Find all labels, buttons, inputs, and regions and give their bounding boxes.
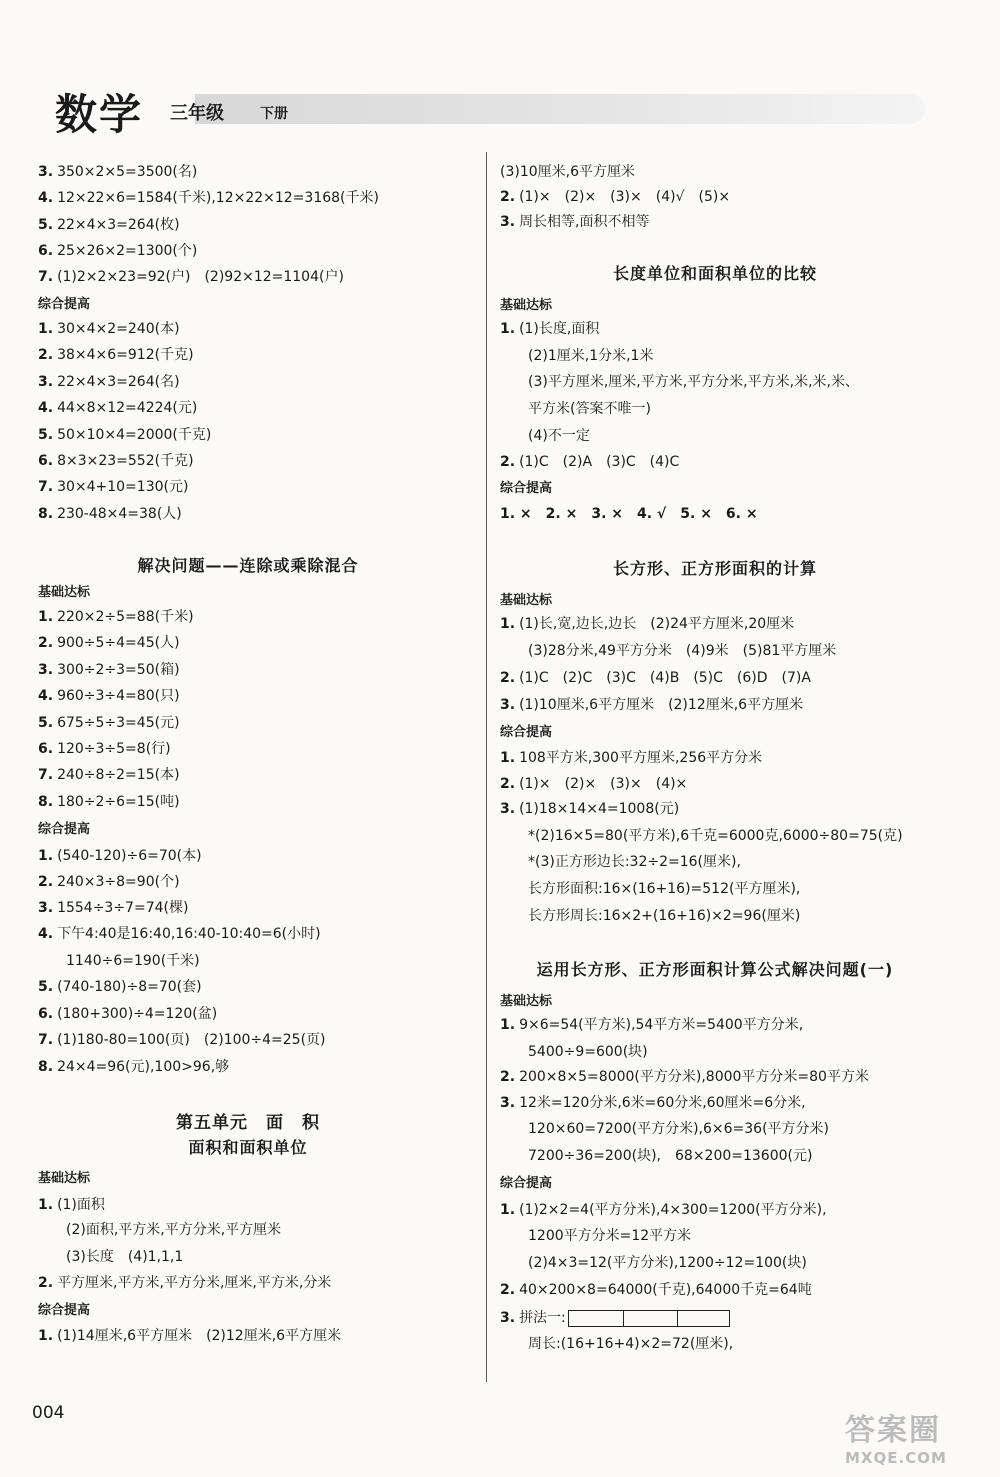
answer-text: 960÷3÷4=80(只) (57, 688, 180, 704)
answer-line (38, 685, 180, 705)
answer-text: 40×200×8=64000(千克),64000千克=64吨 (519, 1282, 812, 1298)
answer-text: 108平方米,300平方厘米,256平方分米 (519, 750, 763, 766)
answer-line (500, 613, 794, 633)
question-number: 1. (500, 321, 516, 337)
answer-continuation: (2)4×3=12(平方分米),1200÷12=100(块) (528, 1255, 807, 1271)
answer-continuation: *(3)正方形边长:32÷2=16(厘米), (528, 854, 741, 870)
answer-text: (1)长,宽,边长,边长 (2)24平方厘米,20厘米 (519, 616, 795, 632)
answer-line (38, 266, 344, 286)
question-number: 3. (500, 214, 516, 230)
answer-line (38, 845, 202, 865)
answer-text: (1)面积 (57, 1197, 105, 1213)
answer-text: 230-48×4=38(人) (57, 506, 182, 522)
answer-continuation: 7200÷36=200(块), 68×200=13600(元) (528, 1148, 813, 1164)
answer-continuation: 长方形周长:16×2+(16+16)×2=96(厘米) (528, 908, 801, 924)
volume-label: 下册 (260, 106, 288, 122)
question-number: 3. (38, 374, 54, 390)
answer-text: (1)18×14×4=1008(元) (519, 801, 680, 817)
answer-line (38, 791, 180, 811)
question-number: 5. (38, 715, 54, 731)
answer-continuation: 长方形面积:16×(16+16)=512(平方厘米), (528, 881, 801, 897)
answer-text: 拼法一: (519, 1310, 566, 1326)
answer-text: (1)C (2)C (3)C (4)B (5)C (6)D (7)A (519, 670, 811, 686)
answer-text: 9×6=54(平方米),54平方米=5400平方分米, (519, 1017, 804, 1033)
question-number: 2. (38, 1275, 54, 1291)
section-title: 面积和面积单位 (188, 1138, 308, 1157)
question-number: 2. (500, 189, 516, 205)
question-number: 7. (38, 767, 54, 783)
question-number: 5. (38, 979, 54, 995)
question-number: 2. (38, 874, 54, 890)
answer-continuation: (3)平方厘米,厘米,平方米,平方分米,平方米,米,米,米、 (528, 374, 859, 390)
column-divider (486, 152, 487, 1382)
question-number: 4. (38, 400, 54, 416)
question-number: 1. (38, 321, 54, 337)
question-number: 2. (500, 670, 516, 686)
watermark-en: MXQE.COM (845, 1449, 947, 1467)
answer-text: (540-120)÷6=70(本) (57, 848, 202, 864)
answer-line (38, 897, 188, 917)
section-title: 长度单位和面积单位的比较 (612, 264, 817, 283)
subsection-label: 基础达标 (500, 593, 553, 608)
answer-line (500, 747, 762, 767)
question-number: 6. (38, 243, 54, 259)
answer-line (38, 344, 194, 364)
question-number: 4. (38, 688, 54, 704)
subsection-label: 综合提高 (38, 297, 91, 312)
question-number: 1. (38, 848, 54, 864)
question-number: 3. (500, 1310, 516, 1326)
answer-line (38, 923, 321, 943)
page-header (55, 82, 925, 139)
answer-text: 300÷2÷3=50(箱) (57, 662, 180, 678)
answer-text: 1554÷3÷7=74(棵) (57, 900, 189, 916)
answer-line (38, 503, 182, 523)
question-number: 8. (38, 506, 54, 522)
question-number: 6. (38, 741, 54, 757)
answer-text: 22×4×3=264(枚) (57, 217, 180, 233)
answer-text: (1)长度,面积 (519, 321, 600, 337)
subsection-label: 综合提高 (38, 822, 91, 837)
answer-line (500, 694, 803, 714)
question-number: 2. (500, 1069, 516, 1085)
question-number: 3. (38, 164, 54, 180)
answer-text: (740-180)÷8=70(套) (57, 979, 202, 995)
answer-text: (1)180-80=100(页) (2)100÷4=25(页) (57, 1032, 326, 1048)
question-number: 2. (500, 776, 516, 792)
header-band (195, 94, 925, 124)
question-number: 1. (38, 1197, 54, 1213)
answer-text: (1)× (2)× (3)× (4)× (519, 776, 688, 792)
answer-continuation: 平方米(答案不唯一) (528, 401, 651, 417)
answer-text: (1)× (2)× (3)× (4)√ (5)× (519, 189, 731, 205)
answer-line (500, 318, 599, 338)
answer-continuation: (3)28分米,49平方分米 (4)9米 (5)81平方厘米 (528, 643, 837, 659)
answer-continuation: (4)不一定 (528, 428, 590, 444)
answer-line (38, 659, 180, 679)
answer-line (38, 1325, 341, 1345)
answer-continuation: 1140÷6=190(千米) (66, 953, 200, 969)
subsection-label: 综合提高 (500, 725, 553, 740)
answer-text: 240×3÷8=90(个) (57, 874, 180, 890)
answer-continuation: (2)1厘米,1分米,1米 (528, 348, 654, 364)
answer-text: 平方厘米,平方米,平方分米,厘米,平方米,分米 (57, 1275, 332, 1291)
question-number: 2. (38, 635, 54, 651)
question-number: 2. (500, 1282, 516, 1298)
answer-text: (180+300)÷4=120(盆) (57, 1006, 218, 1022)
answer-text: (1)10厘米,6平方厘米 (2)12厘米,6平方厘米 (519, 697, 804, 713)
answer-line (38, 738, 171, 758)
answer-text: 200×8×5=8000(平方分米),8000平方分米=80平方米 (519, 1069, 869, 1085)
answer-text: 50×10×4=2000(千克) (57, 427, 212, 443)
question-number: 7. (38, 269, 54, 285)
answer-line (38, 1272, 331, 1292)
answer-continuation: 120×60=7200(平方分米),6×6=36(平方分米) (528, 1121, 830, 1137)
subject-title: 数学 (55, 90, 144, 139)
answer-text: 38×4×6=912(千克) (57, 347, 194, 363)
answer-continuation: 周长:(16+16+4)×2=72(厘米), (528, 1336, 734, 1352)
question-number: 5. (38, 427, 54, 443)
unit-heading: 第五单元 面 积 (176, 1113, 320, 1133)
question-number: 4. (38, 926, 54, 942)
question-number: 3. (500, 801, 516, 817)
section-title: 解决问题——连除或乘除混合 (137, 556, 359, 575)
question-number: 1. (500, 1017, 516, 1033)
answer-text: 12米=120分米,6米=60分米,60厘米=6分米, (519, 1095, 806, 1111)
answer-continuation: 1200平方分米=12平方米 (528, 1228, 692, 1244)
page-number: 004 (32, 1403, 65, 1423)
answer-line (38, 214, 180, 234)
question-number: 1. (500, 750, 516, 766)
subsection-label: 基础达标 (38, 585, 91, 600)
subsection-label: 综合提高 (500, 481, 553, 496)
answer-line (38, 1194, 105, 1214)
answer-line (38, 161, 197, 181)
question-number: 7. (38, 1032, 54, 1048)
answer-line (38, 450, 194, 470)
answer-text: 12×22×6=1584(千米),12×22×12=3168(千米) (57, 190, 379, 206)
subsection-label: 基础达标 (500, 994, 553, 1009)
answer-line (38, 240, 197, 260)
watermark-cn: 答案圈 (845, 1413, 941, 1448)
answer-text: (1)C (2)A (3)C (4)C (519, 454, 680, 470)
watermark (845, 1405, 975, 1465)
answer-text: (1)2×2×23=92(户) (2)92×12=1104(户) (57, 269, 344, 285)
answer-line (38, 764, 180, 784)
question-number: 5. (38, 217, 54, 233)
answer-line (500, 451, 679, 471)
question-number: 8. (38, 1059, 54, 1075)
answer-line (500, 1279, 812, 1299)
answer-text: 180÷2÷6=15(吨) (57, 794, 180, 810)
diagram-divider (623, 1311, 624, 1326)
question-number: 3. (500, 1095, 516, 1111)
answer-line (38, 318, 180, 338)
answer-line (38, 424, 211, 444)
grade-label: 三年级 (170, 103, 224, 124)
answer-line (500, 1199, 827, 1219)
answer-line (500, 1092, 806, 1112)
answer-line (500, 1014, 803, 1034)
question-number: 7. (38, 479, 54, 495)
section-title: 运用长方形、正方形面积计算公式解决问题(一) (536, 960, 894, 979)
answer-line (38, 371, 180, 391)
section-title: 长方形、正方形面积的计算 (612, 559, 817, 578)
answer-line (38, 187, 379, 207)
answer-text: (1)2×2=4(平方分米),4×300=1200(平方分米), (519, 1202, 827, 1218)
question-number: 3. (38, 900, 54, 916)
answer-text: 8×3×23=552(千克) (57, 453, 194, 469)
answer-text: 120÷3÷5=8(行) (57, 741, 171, 757)
answer-with-diagram (500, 1307, 730, 1327)
subsection-label: 基础达标 (500, 298, 553, 313)
answer-line (38, 606, 194, 626)
question-number: 6. (38, 453, 54, 469)
answer-line (38, 871, 180, 891)
answer-line (38, 1056, 229, 1076)
answer-text: 900÷5÷4=45(人) (57, 635, 180, 651)
question-number: 1. (500, 616, 516, 632)
answer-text: 周长相等,面积不相等 (519, 214, 650, 230)
question-number: 2. (500, 454, 516, 470)
answer-line (500, 773, 687, 793)
question-number: 1. (38, 1328, 54, 1344)
answer-line (500, 1066, 869, 1086)
answer-text: 30×4×2=240(本) (57, 321, 180, 337)
answer-line: (3)10厘米,6平方厘米 (500, 164, 636, 180)
answer-continuation: (2)面积,平方米,平方分米,平方厘米 (66, 1222, 282, 1238)
question-number: 1. (500, 1202, 516, 1218)
rectangle-diagram (568, 1310, 730, 1327)
answer-text: 220×2÷5=88(千米) (57, 609, 194, 625)
answer-line: 1. × 2. × 3. × 4. √ 5. × 6. × (500, 506, 758, 522)
answer-text: (1)14厘米,6平方厘米 (2)12厘米,6平方厘米 (57, 1328, 342, 1344)
answer-line (38, 1029, 326, 1049)
answer-line (38, 632, 180, 652)
answer-line (500, 667, 811, 687)
answer-text: 25×26×2=1300(个) (57, 243, 198, 259)
answer-line (38, 476, 188, 496)
answer-line (38, 712, 180, 732)
diagram-divider (677, 1311, 678, 1326)
subsection-label: 基础达标 (38, 1171, 91, 1186)
answer-line (38, 1003, 217, 1023)
answer-continuation: (3)长度 (4)1,1,1 (66, 1249, 184, 1265)
question-number: 2. (38, 347, 54, 363)
answer-continuation: *(2)16×5=80(平方米),6千克=6000克,6000÷80=75(克) (528, 828, 903, 844)
answer-text: 675÷5÷3=45(元) (57, 715, 180, 731)
answer-text: 22×4×3=264(名) (57, 374, 180, 390)
question-number: 8. (38, 794, 54, 810)
answer-text: 24×4=96(元),100>96,够 (57, 1059, 230, 1075)
answer-continuation: 5400÷9=600(块) (528, 1044, 648, 1060)
subsection-label: 综合提高 (38, 1303, 91, 1318)
question-number: 4. (38, 190, 54, 206)
answer-text: 44×8×12=4224(元) (57, 400, 198, 416)
question-number: 1. (38, 609, 54, 625)
answer-text: 30×4+10=130(元) (57, 479, 189, 495)
answer-line (500, 798, 679, 818)
question-number: 3. (500, 697, 516, 713)
answer-line (38, 976, 202, 996)
answer-line (500, 211, 650, 231)
answer-text: 350×2×5=3500(名) (57, 164, 198, 180)
answer-text: 240÷8÷2=15(本) (57, 767, 180, 783)
subsection-label: 综合提高 (500, 1176, 553, 1191)
question-number: 6. (38, 1006, 54, 1022)
question-number: 3. (38, 662, 54, 678)
answer-line (500, 186, 730, 206)
answer-line (38, 397, 197, 417)
answer-text: 下午4:40是16:40,16:40-10:40=6(小时) (57, 926, 321, 942)
